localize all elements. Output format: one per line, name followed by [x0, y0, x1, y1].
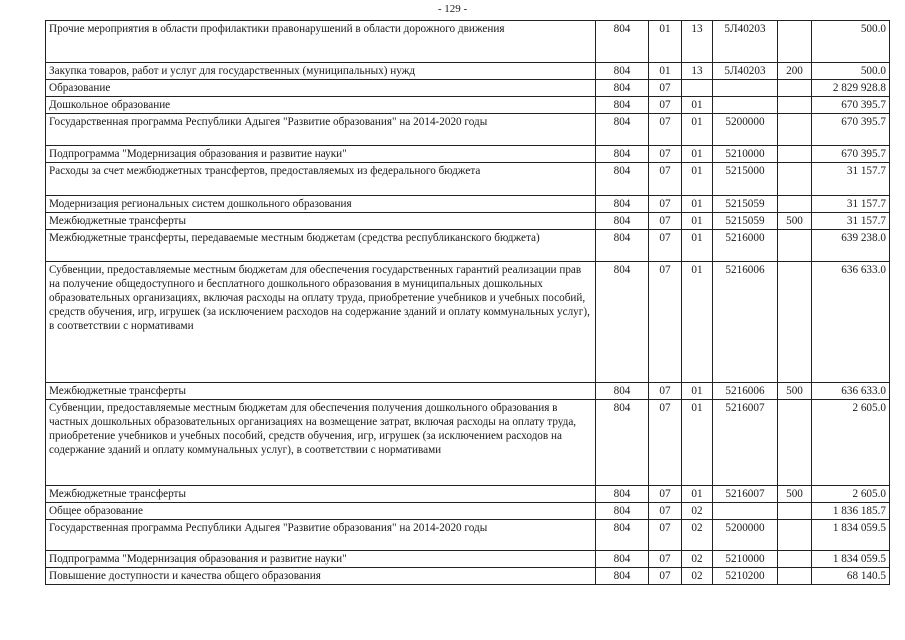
row-target-code: 5216006	[713, 383, 778, 400]
row-subsection-code: 01	[682, 383, 713, 400]
row-ministry-code: 804	[596, 80, 649, 97]
row-subsection-code: 01	[682, 262, 713, 383]
row-sum: 670 395.7	[812, 97, 890, 114]
row-name: Межбюджетные трансферты	[46, 213, 596, 230]
row-target-code: 5210000	[713, 551, 778, 568]
table-row	[46, 503, 890, 520]
row-section-code: 07	[649, 503, 682, 520]
row-section-code: 07	[649, 146, 682, 163]
table-row	[46, 262, 890, 383]
row-expense-type-code: 500	[778, 486, 812, 503]
row-section-code: 07	[649, 97, 682, 114]
row-section-code: 01	[649, 63, 682, 80]
row-ministry-code: 804	[596, 21, 649, 63]
table-row	[46, 114, 890, 146]
budget-table	[45, 20, 890, 585]
table-row	[46, 63, 890, 80]
table-row	[46, 230, 890, 262]
row-ministry-code: 804	[596, 551, 649, 568]
row-expense-type-code	[778, 400, 812, 486]
table-row	[46, 213, 890, 230]
row-sum: 2 605.0	[812, 400, 890, 486]
row-section-code: 07	[649, 520, 682, 551]
table-row	[46, 551, 890, 568]
row-sum: 2 605.0	[812, 486, 890, 503]
row-name: Межбюджетные трансферты	[46, 383, 596, 400]
row-sum: 670 395.7	[812, 146, 890, 163]
row-target-code: 5Л40203	[713, 63, 778, 80]
row-ministry-code: 804	[596, 520, 649, 551]
row-name: Дошкольное образование	[46, 97, 596, 114]
row-sum: 639 238.0	[812, 230, 890, 262]
row-target-code: 5216000	[713, 230, 778, 262]
row-expense-type-code	[778, 520, 812, 551]
row-section-code: 07	[649, 262, 682, 383]
row-target-code: 5216006	[713, 262, 778, 383]
row-subsection-code: 13	[682, 63, 713, 80]
row-name: Закупка товаров, работ и услуг для государственных (муниципальных) нужд	[46, 63, 596, 80]
row-sum: 500.0	[812, 63, 890, 80]
row-ministry-code: 804	[596, 230, 649, 262]
row-target-code	[713, 80, 778, 97]
row-target-code: 5215059	[713, 196, 778, 213]
row-name: Подпрограмма "Модернизация образования и развитие науки"	[46, 146, 596, 163]
row-name: Субвенции, предоставляемые местным бюджетам для обеспечения получения дошкольного образования в частных дошкольных образовательных организациях на возмещение затрат, включая расходы на оплату труда, приобретение учебников и учебных пособий, средств обучения, игр, игрушек (за исключением расходов на содержание зданий и оплату коммунальных услуг), в соответствии с нормативами	[46, 400, 596, 486]
row-target-code: 5200000	[713, 520, 778, 551]
row-expense-type-code	[778, 551, 812, 568]
row-name: Общее образование	[46, 503, 596, 520]
table-row	[46, 486, 890, 503]
row-expense-type-code	[778, 97, 812, 114]
row-target-code: 5210200	[713, 568, 778, 585]
row-subsection-code: 01	[682, 146, 713, 163]
row-subsection-code: 13	[682, 21, 713, 63]
row-expense-type-code	[778, 230, 812, 262]
row-subsection-code: 01	[682, 163, 713, 196]
row-sum: 31 157.7	[812, 196, 890, 213]
row-name: Прочие мероприятия в области профилактики правонарушений в области дорожного движения	[46, 21, 596, 63]
row-ministry-code: 804	[596, 196, 649, 213]
row-ministry-code: 804	[596, 97, 649, 114]
row-name: Межбюджетные трансферты, передаваемые местным бюджетам (средства республиканского бюджета)	[46, 230, 596, 262]
row-subsection-code: 01	[682, 486, 713, 503]
row-subsection-code: 01	[682, 400, 713, 486]
row-subsection-code: 02	[682, 520, 713, 551]
row-subsection-code: 01	[682, 97, 713, 114]
row-expense-type-code	[778, 568, 812, 585]
table-row	[46, 80, 890, 97]
row-sum: 68 140.5	[812, 568, 890, 585]
row-ministry-code: 804	[596, 63, 649, 80]
row-ministry-code: 804	[596, 213, 649, 230]
row-expense-type-code	[778, 503, 812, 520]
row-expense-type-code	[778, 80, 812, 97]
row-section-code: 07	[649, 230, 682, 262]
row-section-code: 01	[649, 21, 682, 63]
row-name: Субвенции, предоставляемые местным бюджетам для обеспечения государственных гарантий реализации прав на получение общедоступного и бесплатного дошкольного образования в муниципальных дошкольных образовательных организациях, включая расходы на оплату труда, приобретение учебников и учебных пособий, средств обучения, игр, игрушек (за исключением расходов на содержание зданий и оплату коммунальных услуг), в соответствии с нормативами	[46, 262, 596, 383]
row-ministry-code: 804	[596, 163, 649, 196]
row-ministry-code: 804	[596, 262, 649, 383]
row-target-code	[713, 97, 778, 114]
row-subsection-code	[682, 80, 713, 97]
row-name: Повышение доступности и качества общего образования	[46, 568, 596, 585]
row-sum: 636 633.0	[812, 383, 890, 400]
row-target-code: 5216007	[713, 486, 778, 503]
row-subsection-code: 01	[682, 196, 713, 213]
table-row	[46, 400, 890, 486]
row-target-code	[713, 503, 778, 520]
row-sum: 670 395.7	[812, 114, 890, 146]
row-section-code: 07	[649, 196, 682, 213]
row-sum: 1 834 059.5	[812, 520, 890, 551]
row-name: Государственная программа Республики Адыгея "Развитие образования" на 2014-2020 годы	[46, 114, 596, 146]
row-target-code: 5200000	[713, 114, 778, 146]
table-row	[46, 383, 890, 400]
row-section-code: 07	[649, 568, 682, 585]
row-ministry-code: 804	[596, 114, 649, 146]
row-name: Расходы за счет межбюджетных трансфертов, предоставляемых из федерального бюджета	[46, 163, 596, 196]
table-row	[46, 163, 890, 196]
row-target-code: 5215000	[713, 163, 778, 196]
row-ministry-code: 804	[596, 486, 649, 503]
row-subsection-code: 01	[682, 114, 713, 146]
row-sum: 31 157.7	[812, 213, 890, 230]
row-expense-type-code: 500	[778, 383, 812, 400]
row-expense-type-code	[778, 262, 812, 383]
row-section-code: 07	[649, 400, 682, 486]
row-target-code: 5215059	[713, 213, 778, 230]
row-name: Межбюджетные трансферты	[46, 486, 596, 503]
row-expense-type-code	[778, 114, 812, 146]
row-sum: 636 633.0	[812, 262, 890, 383]
row-expense-type-code: 500	[778, 213, 812, 230]
row-name: Подпрограмма "Модернизация образования и развитие науки"	[46, 551, 596, 568]
row-section-code: 07	[649, 383, 682, 400]
row-section-code: 07	[649, 213, 682, 230]
row-ministry-code: 804	[596, 383, 649, 400]
row-expense-type-code	[778, 21, 812, 63]
row-sum: 1 836 185.7	[812, 503, 890, 520]
row-subsection-code: 01	[682, 213, 713, 230]
page-number: - 129 -	[437, 3, 468, 15]
row-sum: 31 157.7	[812, 163, 890, 196]
row-expense-type-code	[778, 196, 812, 213]
row-expense-type-code: 200	[778, 63, 812, 80]
row-name: Модернизация региональных систем дошкольного образования	[46, 196, 596, 213]
row-subsection-code: 02	[682, 568, 713, 585]
row-ministry-code: 804	[596, 400, 649, 486]
row-subsection-code: 02	[682, 551, 713, 568]
table-row	[46, 97, 890, 114]
table-row	[46, 520, 890, 551]
row-sum: 500.0	[812, 21, 890, 63]
row-target-code: 5216007	[713, 400, 778, 486]
table-row	[46, 146, 890, 163]
row-section-code: 07	[649, 163, 682, 196]
row-subsection-code: 01	[682, 230, 713, 262]
row-ministry-code: 804	[596, 568, 649, 585]
row-target-code: 5210000	[713, 146, 778, 163]
row-subsection-code: 02	[682, 503, 713, 520]
row-ministry-code: 804	[596, 503, 649, 520]
row-expense-type-code	[778, 146, 812, 163]
row-target-code: 5Л40203	[713, 21, 778, 63]
row-name: Образование	[46, 80, 596, 97]
table-row	[46, 21, 890, 63]
table-row	[46, 196, 890, 213]
row-section-code: 07	[649, 551, 682, 568]
row-name: Государственная программа Республики Адыгея "Развитие образования" на 2014-2020 годы	[46, 520, 596, 551]
row-section-code: 07	[649, 114, 682, 146]
row-expense-type-code	[778, 163, 812, 196]
table-row	[46, 568, 890, 585]
row-ministry-code: 804	[596, 146, 649, 163]
row-section-code: 07	[649, 486, 682, 503]
row-sum: 1 834 059.5	[812, 551, 890, 568]
row-sum: 2 829 928.8	[812, 80, 890, 97]
row-section-code: 07	[649, 80, 682, 97]
